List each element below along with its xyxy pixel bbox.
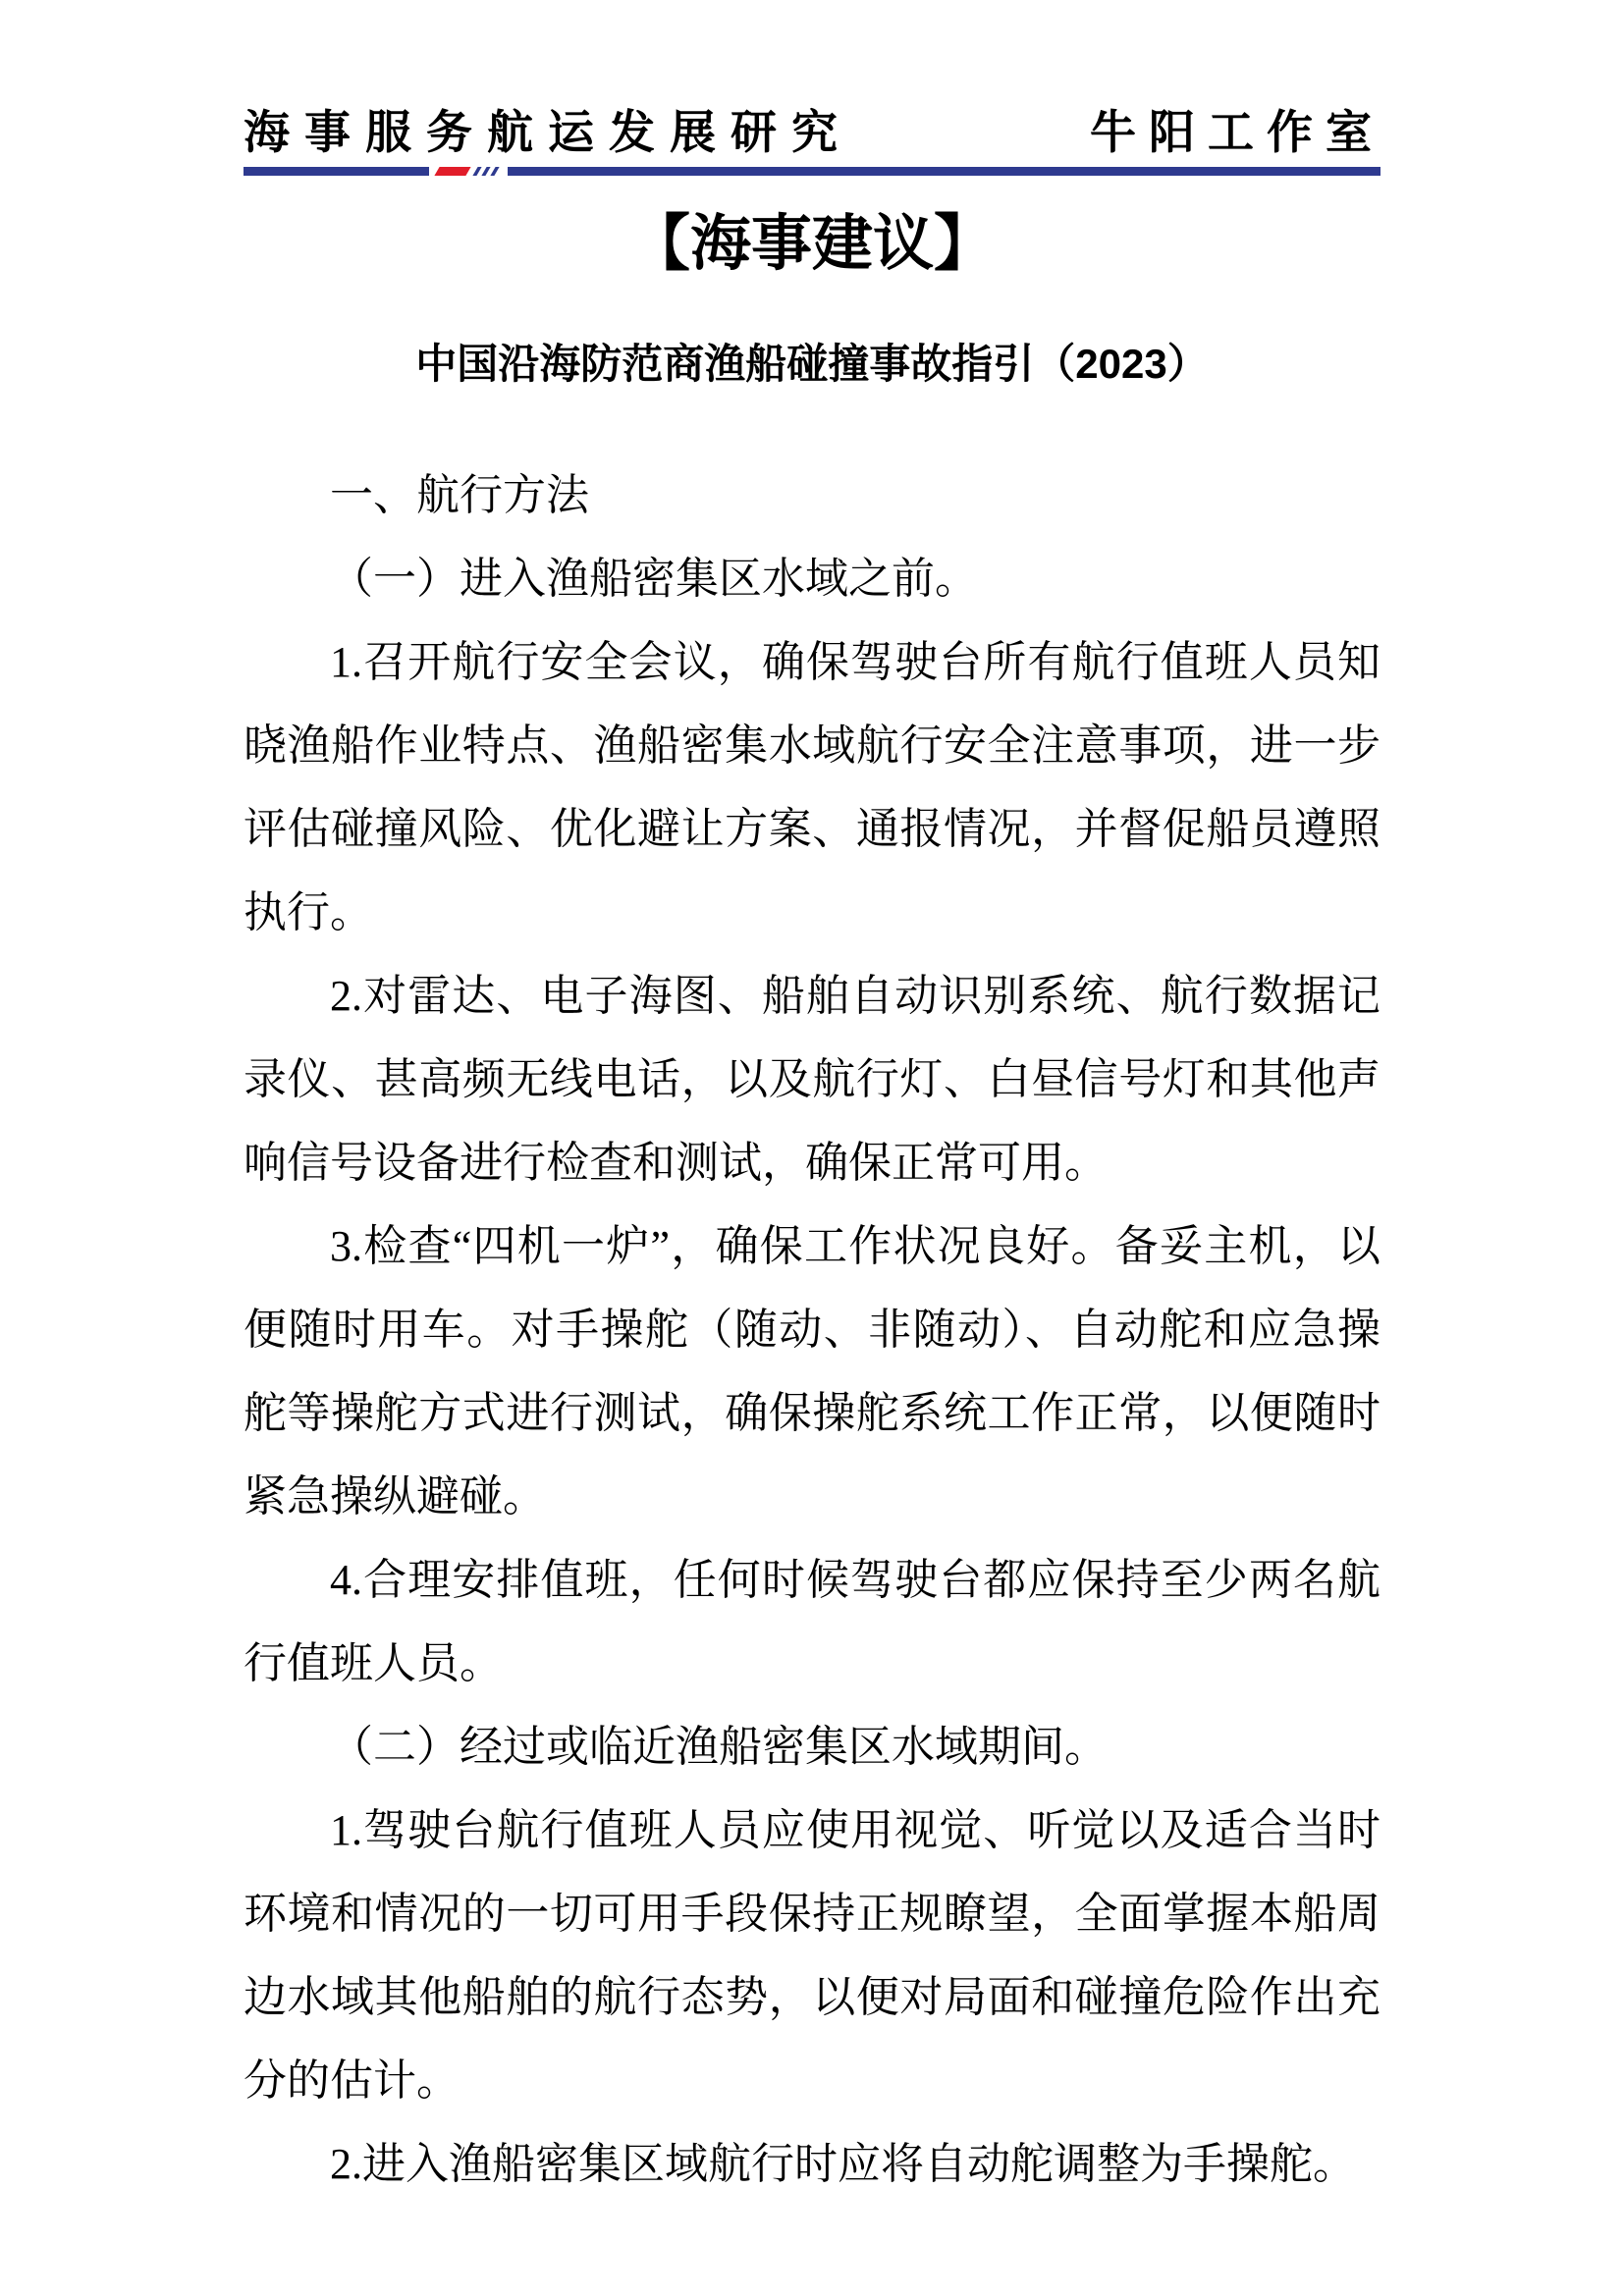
header-left-title: 海事服务航运发展研究 bbox=[244, 106, 852, 158]
paragraph: 2.对雷达、电子海图、船舶自动识别系统、航行数据记录仪、甚高频无线电话，以及航行灯、白昼信号灯和其他声响信号设备进行检查和测试，确保正常可用。 bbox=[244, 972, 1380, 1187]
header-rule-stripe bbox=[472, 167, 481, 176]
header-rule-left-segment bbox=[244, 167, 429, 176]
document-body bbox=[244, 454, 1380, 2206]
page-title: 【海事建议】 bbox=[628, 210, 995, 278]
paragraph: 3.检查“四机一炉”，确保工作状况良好。备妥主机，以便随时用车。对手操舵（随动、非随动）、自动舵和应急操舵等操舵方式进行测试，确保操舵系统工作正常，以便随时紧急操纵避碰。 bbox=[244, 1222, 1380, 1521]
subsection-heading: （二）经过或临近渔船密集区水域期间。 bbox=[330, 1723, 1108, 1771]
header-rule-right-segment bbox=[508, 167, 1380, 176]
header-rule bbox=[244, 167, 1380, 176]
header-right-title: 牛阳工作室 bbox=[1090, 106, 1384, 158]
section-heading: 一、航行方法 bbox=[330, 471, 589, 519]
header-rule-stripe bbox=[490, 167, 499, 176]
page-subtitle: 中国沿海防范商渔船碰撞事故指引（2023） bbox=[415, 341, 1209, 387]
paragraph: 1.驾驶台航行值班人员应使用视觉、听觉以及适合当时环境和情况的一切可用手段保持正规瞭望，全面掌握本船周边水域其他船舶的航行态势，以便对局面和碰撞危险作出充分的估计。 bbox=[244, 1806, 1380, 2105]
header-rule-stripe bbox=[481, 167, 490, 176]
paragraph: 1.召开航行安全会议，确保驾驶台所有航行值班人员知晓渔船作业特点、渔船密集水域航行安全注意事项，进一步评估碰撞风险、优化避让方案、通报情况，并督促船员遵照执行。 bbox=[244, 638, 1380, 936]
header-rule-red-accent bbox=[434, 167, 470, 176]
paragraph: 4.合理安排值班，任何时候驾驶台都应保持至少两名航行值班人员。 bbox=[244, 1556, 1380, 1687]
paragraph: 2.进入渔船密集区域航行时应将自动舵调整为手操舵。 bbox=[330, 2140, 1356, 2188]
subsection-heading: （一）进入渔船密集区水域之前。 bbox=[330, 555, 978, 603]
